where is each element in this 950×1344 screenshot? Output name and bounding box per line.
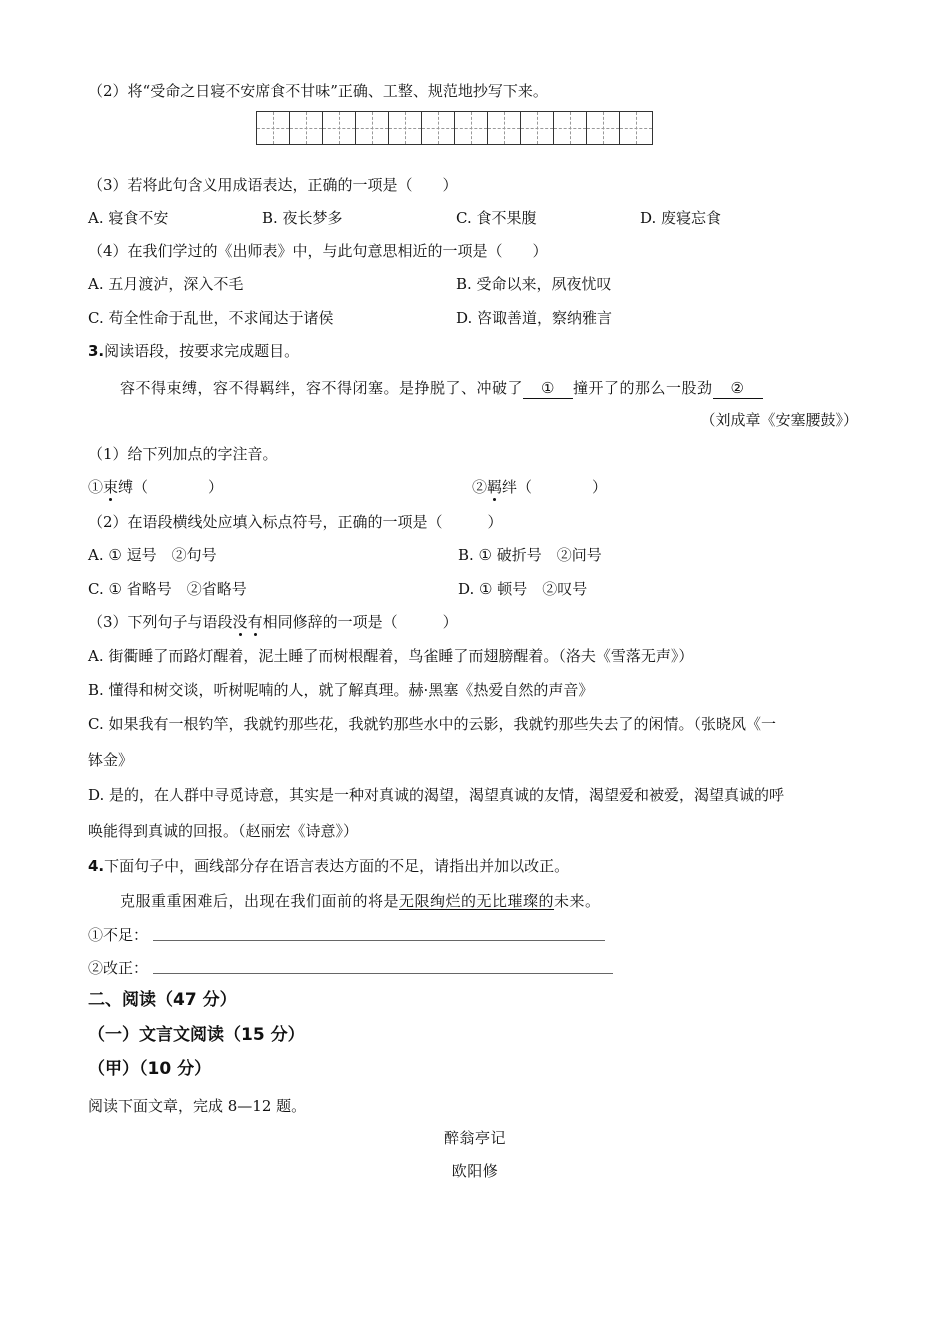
grid-cell[interactable] (289, 111, 323, 145)
grid-cell[interactable] (256, 111, 290, 145)
option-d[interactable]: D. 咨诹善道，察纳雅言 (456, 309, 613, 327)
answer-label-1: ①不足： (88, 926, 149, 944)
question-2-3: （3）若将此句含义用成语表达，正确的一项是（ ） (88, 176, 458, 194)
question-text: 阅读语段，按要求完成题目。 (104, 342, 300, 360)
passage-source: （刘成章《安塞腰鼓》） (700, 411, 858, 429)
option-c[interactable]: C. 苟全性命于乱世，不求闻达于诸侯 (88, 309, 334, 327)
option-a[interactable]: A. 街衢睡了而路灯醒着，泥土睡了而树根醒着，鸟雀睡了而翅膀醒着。（洛夫《雪落无声》） (88, 647, 694, 665)
option-b[interactable]: B. ① 破折号 ②问号 (458, 546, 602, 564)
question-2-2: （2）将“受命之日寝不安席食不甘味”正确、工整、规范地抄写下来。 (88, 82, 548, 100)
option-d-cont: 唤能得到真诚的回报。（赵丽宏《诗意》） (88, 822, 359, 840)
question-3-1: （1）给下列加点的字注音。 (88, 445, 278, 463)
item-number: ① (88, 478, 104, 496)
underlined-phrase: 无限绚烂的无比璀璨的 (399, 892, 555, 910)
option-a[interactable]: A. 五月渡泸，深入不毛 (88, 275, 244, 293)
dotted-char: 羁 (487, 478, 503, 496)
article-author: 欧阳修 (451, 1162, 499, 1180)
option-b[interactable]: B. 受命以来，夙夜忧叹 (456, 275, 612, 293)
blank-1[interactable]: ① (523, 378, 573, 399)
option-b[interactable]: B. 夜长梦多 (262, 209, 343, 227)
grid-cell[interactable] (553, 111, 587, 145)
question-3-title (88, 341, 299, 361)
section-heading: 二、阅读（47 分） (88, 990, 237, 1010)
question-number: 3. (88, 342, 105, 360)
grid-cell[interactable] (487, 111, 521, 145)
question-4-title (88, 856, 569, 876)
question-4-sentence (120, 891, 601, 911)
answer-line-1[interactable] (153, 940, 605, 941)
option-b[interactable]: B. 懂得和树交谈，听树呢喃的人，就了解真理。赫·黑塞《热爱自然的声音》 (88, 681, 594, 699)
answer-label-2: ②改正： (88, 959, 149, 977)
question-text: 下面句子中，画线部分存在语言表达方面的不足，请指出并加以改正。 (104, 857, 570, 875)
question-3-2: （2）在语段横线处应填入标点符号，正确的一项是（ ） (88, 513, 503, 531)
dotted-char: 有 (247, 613, 263, 631)
answer-line-2[interactable] (153, 973, 613, 974)
blank-2[interactable]: ② (713, 378, 763, 399)
grid-cell[interactable] (322, 111, 356, 145)
dotted-char: 束 (103, 478, 119, 496)
sentence-text: 克服重重困难后，出现在我们面前的将是 (120, 892, 400, 910)
option-a[interactable]: A. ① 逗号 ②句号 (88, 546, 217, 564)
pinyin-item-1[interactable] (88, 477, 223, 497)
option-c[interactable]: C. 食不果腹 (456, 209, 537, 227)
subsection-heading: （一）文言文阅读（15 分） (88, 1025, 305, 1045)
writing-grid[interactable] (257, 111, 653, 145)
passage-mid: 撞开了的那么一股劲 (573, 379, 713, 397)
grid-cell[interactable] (355, 111, 389, 145)
grid-cell[interactable] (421, 111, 455, 145)
grid-cell[interactable] (520, 111, 554, 145)
option-d[interactable]: D. 废寝忘食 (640, 209, 722, 227)
question-text: 相同修辞的一项是（ ） (262, 613, 458, 631)
grid-cell[interactable] (388, 111, 422, 145)
answer-paren: 缚（ ） (118, 478, 224, 496)
question-number: 4. (88, 857, 105, 875)
grid-cell[interactable] (586, 111, 620, 145)
grid-cell[interactable] (454, 111, 488, 145)
item-number: ② (472, 478, 488, 496)
dotted-char: 没 (232, 613, 248, 631)
answer-paren: 绊（ ） (502, 478, 608, 496)
question-2-4: （4）在我们学过的《出师表》中，与此句意思相近的一项是（ ） (88, 242, 548, 260)
question-3-3 (88, 612, 458, 632)
part-heading: （甲）（10 分） (88, 1059, 212, 1079)
option-c[interactable]: C. ① 省略号 ②省略号 (88, 580, 247, 598)
option-a[interactable]: A. 寝食不安 (88, 209, 169, 227)
sentence-text: 未来。 (554, 892, 601, 910)
option-c-cont: 钵金》 (88, 751, 134, 769)
option-d[interactable]: D. 是的，在人群中寻觅诗意，其实是一种对真诚的渴望，渴望真诚的友情，渴望爱和被爱，渴望真诚的呼 (88, 786, 785, 804)
article-title: 醉翁亭记 (443, 1129, 506, 1147)
question-text: （3）下列句子与语段 (88, 613, 233, 631)
passage-text: 容不得束缚，容不得羁绊，容不得闭塞。是挣脱了、冲破了 (120, 379, 524, 397)
option-c[interactable]: C. 如果我有一根钓竿，我就钓那些花，我就钓那些水中的云影，我就钓那些失去了的闲情。（张晓风《一 (88, 715, 776, 733)
instruction: 阅读下面文章，完成 8—12 题。 (88, 1097, 307, 1115)
option-d[interactable]: D. ① 顿号 ②叹号 (458, 580, 588, 598)
pinyin-item-2[interactable] (472, 477, 607, 497)
grid-cell[interactable] (619, 111, 653, 145)
passage (120, 378, 763, 399)
